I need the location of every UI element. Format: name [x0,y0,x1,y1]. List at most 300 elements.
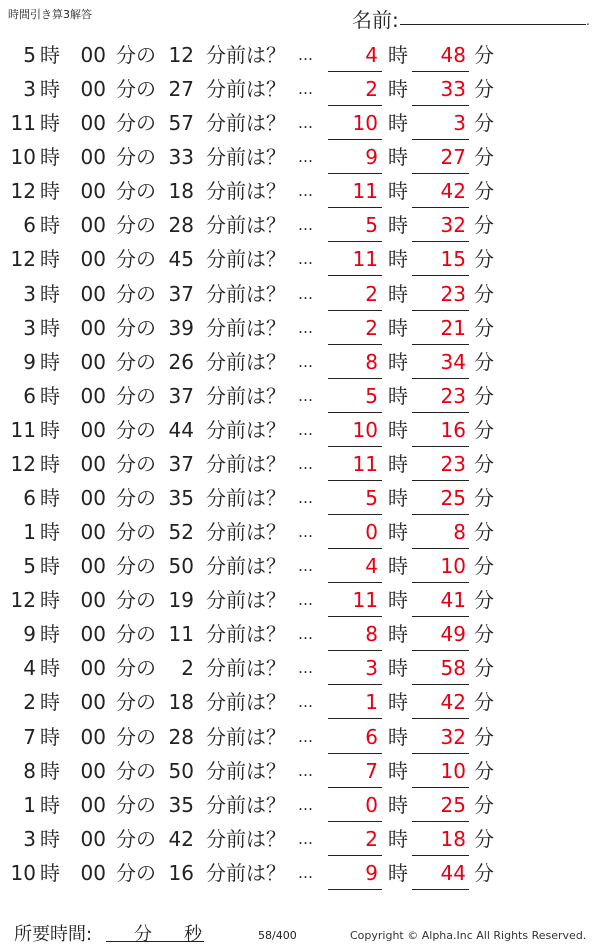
ji-label: 時 [40,77,60,102]
answer-ji-label: 時 [388,451,408,476]
answer-minutes: 41 [440,588,466,613]
ji-label: 時 [40,860,60,885]
problem-minutes: 00 [80,622,106,647]
problem-minutes-before: 37 [168,451,194,476]
answer-minutes: 27 [440,145,466,170]
ji-label: 時 [40,349,60,374]
problem-hour: 1 [23,520,36,545]
answer-ji-label: 時 [388,792,408,817]
ellipsis: … [298,46,313,64]
problem-row [0,277,600,311]
answer-ji-label: 時 [388,690,408,715]
name-field-line[interactable] [400,24,586,25]
problem-minutes: 00 [80,315,106,340]
copyright: Copyright © Alpha.Inc All Rights Reserved. [350,929,587,942]
problem-minutes-before: 12 [168,43,194,67]
fun-no-label: 分の [116,826,156,851]
answer-hour: 7 [365,758,378,783]
ji-label: 時 [40,43,60,67]
problem-minutes-before: 35 [168,486,194,511]
problem-row [0,549,600,583]
ellipsis: … [298,591,313,610]
answer-fun-label: 分 [474,179,494,204]
problem-minutes-before: 33 [168,145,194,170]
problem-row [0,38,600,72]
problem-row [0,242,600,276]
answer-ji-label: 時 [388,349,408,374]
ellipsis: … [298,523,313,542]
problem-row [0,208,600,242]
fun-no-label: 分の [116,554,156,579]
answer-ji-label: 時 [388,111,408,136]
fun-no-label: 分の [116,588,156,613]
ji-label: 時 [40,247,60,272]
fun-no-label: 分の [116,860,156,885]
minutes-before-label: 分前は？ [206,145,286,170]
minutes-before-label: 分前は？ [206,315,286,340]
answer-ji-label: 時 [388,179,408,204]
ellipsis: … [298,250,313,269]
problem-minutes: 00 [80,43,106,67]
answer-minutes: 21 [440,315,466,340]
problem-minutes-before: 19 [168,588,194,613]
ji-label: 時 [40,383,60,408]
answer-hour: 11 [352,588,378,613]
problem-row [0,174,600,208]
minutes-before-label: 分前は？ [206,451,286,476]
minutes-before-label: 分前は？ [206,520,286,545]
minutes-before-label: 分前は？ [206,724,286,749]
name-label: 名前: [352,8,399,32]
problem-row [0,651,600,685]
answer-hour: 8 [365,349,378,374]
problem-row [0,311,600,345]
problem-minutes: 00 [80,179,106,204]
answer-minutes: 34 [440,349,466,374]
ji-label: 時 [40,315,60,340]
problem-row [0,106,600,140]
fun-no-label: 分の [116,145,156,170]
problem-hour: 11 [10,111,36,136]
problem-list [0,38,600,890]
ellipsis: … [298,386,313,405]
problem-minutes-before: 18 [168,690,194,715]
answer-fun-label: 分 [474,860,494,885]
answer-ji-label: 時 [388,145,408,170]
minutes-before-label: 分前は？ [206,486,286,511]
fun-no-label: 分の [116,213,156,238]
problem-minutes-before: 57 [168,111,194,136]
answer-fun-label: 分 [474,690,494,715]
answer-ji-label: 時 [388,213,408,238]
problem-minutes: 00 [80,349,106,374]
ellipsis: … [298,148,313,167]
ellipsis: … [298,454,313,473]
answer-ji-label: 時 [388,860,408,885]
fun-no-label: 分の [116,43,156,67]
problem-minutes-before: 45 [168,247,194,272]
problem-minutes: 00 [80,77,106,102]
answer-hour: 6 [365,724,378,749]
minutes-before-label: 分前は？ [206,349,286,374]
answer-minutes: 10 [440,554,466,579]
minutes-before-label: 分前は？ [206,111,286,136]
problem-row [0,140,600,174]
problem-row [0,822,600,856]
answer-minutes: 32 [440,724,466,749]
answer-minutes: 58 [440,656,466,681]
minutes-before-label: 分前は？ [206,281,286,306]
problem-minutes: 00 [80,111,106,136]
problem-minutes: 00 [80,247,106,272]
answer-minutes: 25 [440,792,466,817]
answer-ji-label: 時 [388,281,408,306]
answer-hour: 0 [365,520,378,545]
answer-fun-label: 分 [474,43,494,67]
fun-no-label: 分の [116,315,156,340]
problem-hour: 5 [23,43,36,67]
required-time-seconds-unit: 秒 [184,924,202,945]
answer-minutes: 42 [440,690,466,715]
answer-fun-label: 分 [474,111,494,136]
problem-row [0,754,600,788]
minutes-before-label: 分前は？ [206,247,286,272]
problem-hour: 1 [23,792,36,817]
answer-fun-label: 分 [474,486,494,511]
fun-no-label: 分の [116,77,156,102]
minutes-before-label: 分前は？ [206,656,286,681]
answer-fun-label: 分 [474,349,494,374]
minutes-before-label: 分前は？ [206,622,286,647]
answer-hour: 4 [365,43,378,67]
answer-ji-label: 時 [388,554,408,579]
required-time-minutes-unit: 分 [134,924,152,945]
problem-minutes: 00 [80,724,106,749]
problem-minutes-before: 16 [168,860,194,885]
ji-label: 時 [40,179,60,204]
problem-minutes: 00 [80,451,106,476]
minutes-before-label: 分前は？ [206,213,286,238]
problem-hour: 8 [23,758,36,783]
page-number: 58/400 [258,929,297,942]
answer-fun-label: 分 [474,145,494,170]
fun-no-label: 分の [116,247,156,272]
problem-hour: 3 [23,826,36,851]
ellipsis: … [298,216,313,235]
worksheet-title: 時間引き算3解答 [8,8,92,21]
problem-minutes-before: 50 [168,758,194,783]
fun-no-label: 分の [116,111,156,136]
answer-hour: 2 [365,281,378,306]
ellipsis: … [298,693,313,712]
answer-fun-label: 分 [474,792,494,817]
answer-fun-label: 分 [474,383,494,408]
ellipsis: … [298,284,313,303]
problem-hour: 2 [23,690,36,715]
problem-minutes-before: 11 [168,622,194,647]
problem-row [0,413,600,447]
problem-minutes: 00 [80,486,106,511]
ellipsis: … [298,318,313,337]
answer-hour: 3 [365,656,378,681]
minutes-before-label: 分前は？ [206,179,286,204]
ji-label: 時 [40,826,60,851]
problem-minutes-before: 28 [168,213,194,238]
problem-minutes: 00 [80,145,106,170]
problem-row [0,583,600,617]
answer-fun-label: 分 [474,554,494,579]
ji-label: 時 [40,213,60,238]
answer-hour: 2 [365,315,378,340]
problem-minutes: 00 [80,792,106,817]
fun-no-label: 分の [116,383,156,408]
problem-hour: 9 [23,622,36,647]
problem-hour: 12 [10,451,36,476]
answer-minutes: 25 [440,486,466,511]
ellipsis: … [298,352,313,371]
answer-minutes: 33 [440,77,466,102]
answer-fun-label: 分 [474,213,494,238]
required-time-label: 所要時間: [14,924,93,945]
answer-ji-label: 時 [388,486,408,511]
answer-ji-label: 時 [388,520,408,545]
problem-hour: 6 [23,383,36,408]
problem-row [0,856,600,890]
problem-minutes-before: 26 [168,349,194,374]
problem-hour: 6 [23,486,36,511]
minutes-before-label: 分前は？ [206,860,286,885]
minutes-before-label: 分前は？ [206,826,286,851]
ji-label: 時 [40,451,60,476]
answer-minutes: 32 [440,213,466,238]
fun-no-label: 分の [116,724,156,749]
problem-minutes: 00 [80,281,106,306]
ellipsis: … [298,182,313,201]
answer-ji-label: 時 [388,826,408,851]
answer-fun-label: 分 [474,656,494,681]
answer-minutes: 49 [440,622,466,647]
problem-hour: 12 [10,247,36,272]
answer-fun-label: 分 [474,315,494,340]
ji-label: 時 [40,554,60,579]
problem-hour: 10 [10,860,36,885]
fun-no-label: 分の [116,281,156,306]
answer-fun-label: 分 [474,417,494,442]
minutes-before-label: 分前は？ [206,77,286,102]
answer-hour: 0 [365,792,378,817]
answer-hour: 10 [352,417,378,442]
ellipsis: … [298,659,313,678]
answer-fun-label: 分 [474,724,494,749]
ji-label: 時 [40,792,60,817]
problem-hour: 6 [23,213,36,238]
problem-hour: 12 [10,179,36,204]
problem-row [0,72,600,106]
fun-no-label: 分の [116,417,156,442]
problem-hour: 7 [23,724,36,749]
minutes-before-label: 分前は？ [206,792,286,817]
ellipsis: … [298,761,313,780]
problem-hour: 3 [23,281,36,306]
problem-row [0,720,600,754]
answer-ji-label: 時 [388,315,408,340]
problem-minutes: 00 [80,826,106,851]
problem-minutes-before: 2 [181,656,194,681]
problem-minutes-before: 52 [168,520,194,545]
ji-label: 時 [40,417,60,442]
problem-minutes: 00 [80,520,106,545]
answer-hour: 9 [365,860,378,885]
answer-minutes: 48 [440,43,466,67]
answer-minutes: 42 [440,179,466,204]
answer-fun-label: 分 [474,622,494,647]
fun-no-label: 分の [116,758,156,783]
fun-no-label: 分の [116,622,156,647]
problem-minutes-before: 37 [168,281,194,306]
ellipsis: … [298,863,313,882]
fun-no-label: 分の [116,656,156,681]
problem-hour: 5 [23,554,36,579]
problem-hour: 10 [10,145,36,170]
ji-label: 時 [40,622,60,647]
minutes-before-label: 分前は？ [206,588,286,613]
minutes-before-label: 分前は？ [206,758,286,783]
answer-minutes: 23 [440,451,466,476]
problem-hour: 9 [23,349,36,374]
answer-fun-label: 分 [474,77,494,102]
ji-label: 時 [40,758,60,783]
answer-hour: 11 [352,179,378,204]
answer-minutes: 10 [440,758,466,783]
answer-fun-label: 分 [474,451,494,476]
problem-row [0,685,600,719]
problem-minutes-before: 27 [168,77,194,102]
problem-minutes-before: 42 [168,826,194,851]
ji-label: 時 [40,724,60,749]
problem-minutes-before: 39 [168,315,194,340]
answer-minutes: 15 [440,247,466,272]
problem-minutes-before: 18 [168,179,194,204]
ji-label: 時 [40,690,60,715]
problem-minutes: 00 [80,758,106,783]
ji-label: 時 [40,588,60,613]
ellipsis: … [298,489,313,508]
answer-minutes: 8 [453,520,466,545]
problem-minutes: 00 [80,690,106,715]
answer-minutes-underline [412,889,469,890]
answer-ji-label: 時 [388,758,408,783]
ellipsis: … [298,625,313,644]
problem-minutes: 00 [80,383,106,408]
problem-minutes: 00 [80,860,106,885]
problem-minutes-before: 28 [168,724,194,749]
problem-hour: 4 [23,656,36,681]
ji-label: 時 [40,281,60,306]
ji-label: 時 [40,111,60,136]
problem-row [0,345,600,379]
answer-hour: 11 [352,451,378,476]
ellipsis: … [298,80,313,99]
problem-minutes-before: 35 [168,792,194,817]
answer-fun-label: 分 [474,758,494,783]
problem-hour: 11 [10,417,36,442]
answer-ji-label: 時 [388,417,408,442]
problem-minutes-before: 50 [168,554,194,579]
answer-minutes: 44 [440,860,466,885]
fun-no-label: 分の [116,520,156,545]
answer-hour: 11 [352,247,378,272]
ji-label: 時 [40,145,60,170]
problem-minutes: 00 [80,417,106,442]
ellipsis: … [298,795,313,814]
answer-ji-label: 時 [388,588,408,613]
answer-minutes: 23 [440,383,466,408]
answer-ji-label: 時 [388,724,408,749]
minutes-before-label: 分前は？ [206,690,286,715]
minutes-before-label: 分前は？ [206,383,286,408]
answer-ji-label: 時 [388,247,408,272]
fun-no-label: 分の [116,179,156,204]
ellipsis: … [298,727,313,746]
problem-row [0,617,600,651]
problem-minutes: 00 [80,213,106,238]
answer-hour: 4 [365,554,378,579]
problem-hour: 3 [23,77,36,102]
minutes-before-label: 分前は？ [206,43,286,67]
answer-ji-label: 時 [388,43,408,67]
answer-hour: 5 [365,213,378,238]
required-time-line[interactable] [106,941,204,942]
problem-row [0,379,600,413]
answer-hour: 9 [365,145,378,170]
answer-hour-underline [328,889,382,890]
answer-fun-label: 分 [474,247,494,272]
minutes-before-label: 分前は？ [206,417,286,442]
fun-no-label: 分の [116,451,156,476]
problem-hour: 3 [23,315,36,340]
answer-ji-label: 時 [388,77,408,102]
ji-label: 時 [40,656,60,681]
name-field-end-dot: . [586,14,590,28]
answer-hour: 5 [365,383,378,408]
ellipsis: … [298,114,313,133]
ellipsis: … [298,420,313,439]
problem-minutes: 00 [80,588,106,613]
answer-ji-label: 時 [388,656,408,681]
answer-hour: 10 [352,111,378,136]
problem-row [0,515,600,549]
answer-hour: 2 [365,826,378,851]
fun-no-label: 分の [116,349,156,374]
answer-fun-label: 分 [474,281,494,306]
problem-minutes: 00 [80,554,106,579]
answer-hour: 1 [365,690,378,715]
problem-hour: 12 [10,588,36,613]
problem-minutes: 00 [80,656,106,681]
answer-minutes: 16 [440,417,466,442]
problem-row [0,788,600,822]
answer-ji-label: 時 [388,383,408,408]
minutes-before-label: 分前は？ [206,554,286,579]
answer-fun-label: 分 [474,826,494,851]
ji-label: 時 [40,520,60,545]
fun-no-label: 分の [116,690,156,715]
ellipsis: … [298,829,313,848]
problem-minutes-before: 44 [168,417,194,442]
answer-minutes: 18 [440,826,466,851]
fun-no-label: 分の [116,792,156,817]
ji-label: 時 [40,486,60,511]
